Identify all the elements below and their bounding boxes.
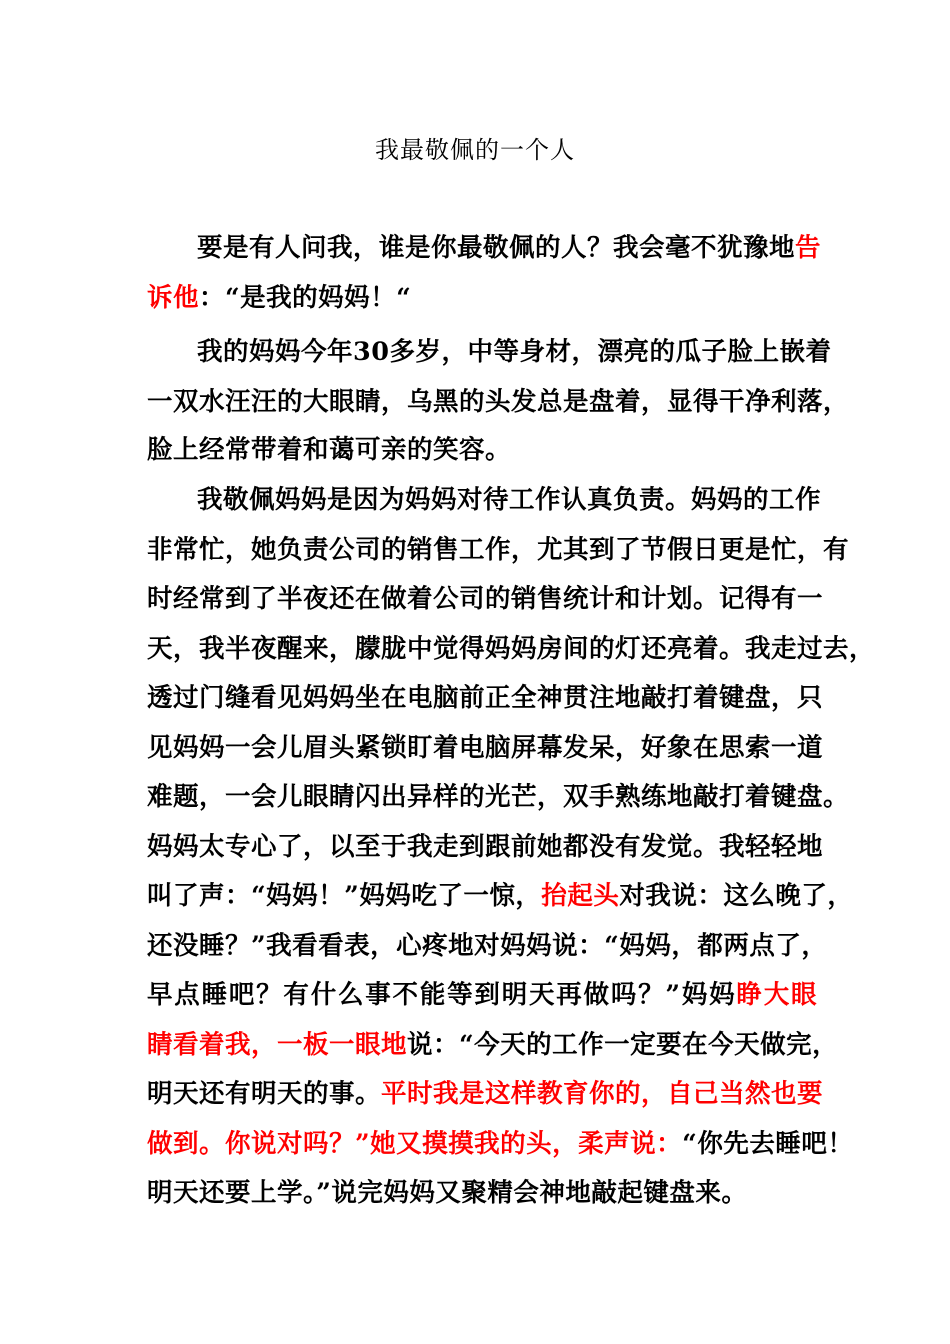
text-run: 时经常到了半夜还在做着公司的销售统计和计划。记得有一: [147, 584, 824, 614]
text-run: 对我说：这么晚了，: [619, 881, 854, 911]
text-run: 早点睡吧？有什么事不能等到明天再做吗？”妈妈: [147, 980, 737, 1010]
highlighted-text: 抬起头: [541, 881, 620, 911]
text-line: [147, 276, 817, 320]
text-run: 要是有人问我，谁是你最敬佩的人？我会毫不犹豫地: [197, 233, 796, 263]
highlighted-text: 做到。你说对吗？”她又摸摸我的头，柔声说：: [147, 1129, 683, 1159]
text-line: [147, 577, 824, 621]
text-run: 脸上经常带着和蔼可亲的笑容。: [147, 435, 512, 465]
text-line: [147, 528, 850, 572]
text-run: 明天还有明天的事。: [147, 1079, 382, 1109]
text-line: [147, 825, 824, 869]
highlighted-text: 睁大眼: [736, 980, 817, 1010]
text-run: 还没睡？”我看看表，心疼地对妈妈说：“妈妈，都两点了，: [147, 931, 828, 961]
text-line: [147, 1023, 839, 1067]
text-line: [147, 1122, 854, 1166]
text-run: 见妈妈一会儿眉头紧锁盯着电脑屏幕发呆，好象在思索一道: [147, 733, 824, 763]
text-line: [197, 478, 822, 522]
text-line: [147, 973, 817, 1017]
text-run: 明天还要上学。”说完妈妈又聚精会神地敲起键盘来。: [147, 1178, 748, 1208]
text-run: 我的妈妈今年30多岁，中等身材，漂亮的瓜子脸上嵌着: [197, 337, 832, 367]
text-line: [147, 676, 824, 720]
text-run: 天，我半夜醒来，朦胧中觉得妈妈房间的灯还亮着。我走过去，: [147, 634, 876, 664]
text-line: [197, 330, 832, 374]
text-line: [147, 775, 850, 819]
text-run: “你先去睡吧！: [682, 1129, 854, 1159]
text-line: [147, 1072, 824, 1116]
text-line: [147, 924, 828, 968]
highlighted-text: 诉他: [147, 283, 200, 313]
text-run: 难题，一会儿眼睛闪出异样的光芒，双手熟练地敲打着键盘。: [147, 782, 850, 812]
text-run: 非常忙，她负责公司的销售工作，尤其到了节假日更是忙，有: [147, 535, 850, 565]
document-title: 我最敬佩的一个人: [375, 136, 575, 164]
highlighted-text: 告: [795, 233, 822, 263]
text-run: ：“是我的妈妈！“: [199, 283, 412, 313]
text-line: [147, 874, 854, 918]
text-run: 透过门缝看见妈妈坐在电脑前正全神贯注地敲打着键盘，只: [147, 683, 824, 713]
text-line: [147, 627, 876, 671]
text-line: [147, 380, 850, 424]
text-run: 我敬佩妈妈是因为妈妈对待工作认真负责。妈妈的工作: [197, 485, 822, 515]
text-run: 妈妈太专心了，以至于我走到跟前她都没有发觉。我轻轻地: [147, 832, 824, 862]
text-line: [197, 226, 822, 270]
text-run: 叫了声：“妈妈！”妈妈吃了一惊，: [147, 881, 542, 911]
text-line: [147, 726, 824, 770]
highlighted-text: 平时我是这样教育你的，自己当然也要: [381, 1079, 824, 1109]
highlighted-text: 睛看着我，一板一眼地: [147, 1030, 408, 1060]
text-line: [147, 428, 817, 472]
text-run: 说：“今天的工作一定要在今天做完，: [407, 1030, 839, 1060]
text-run: 一双水汪汪的大眼睛，乌黑的头发总是盘着，显得干净利落，: [147, 387, 850, 417]
text-line: [147, 1171, 817, 1215]
